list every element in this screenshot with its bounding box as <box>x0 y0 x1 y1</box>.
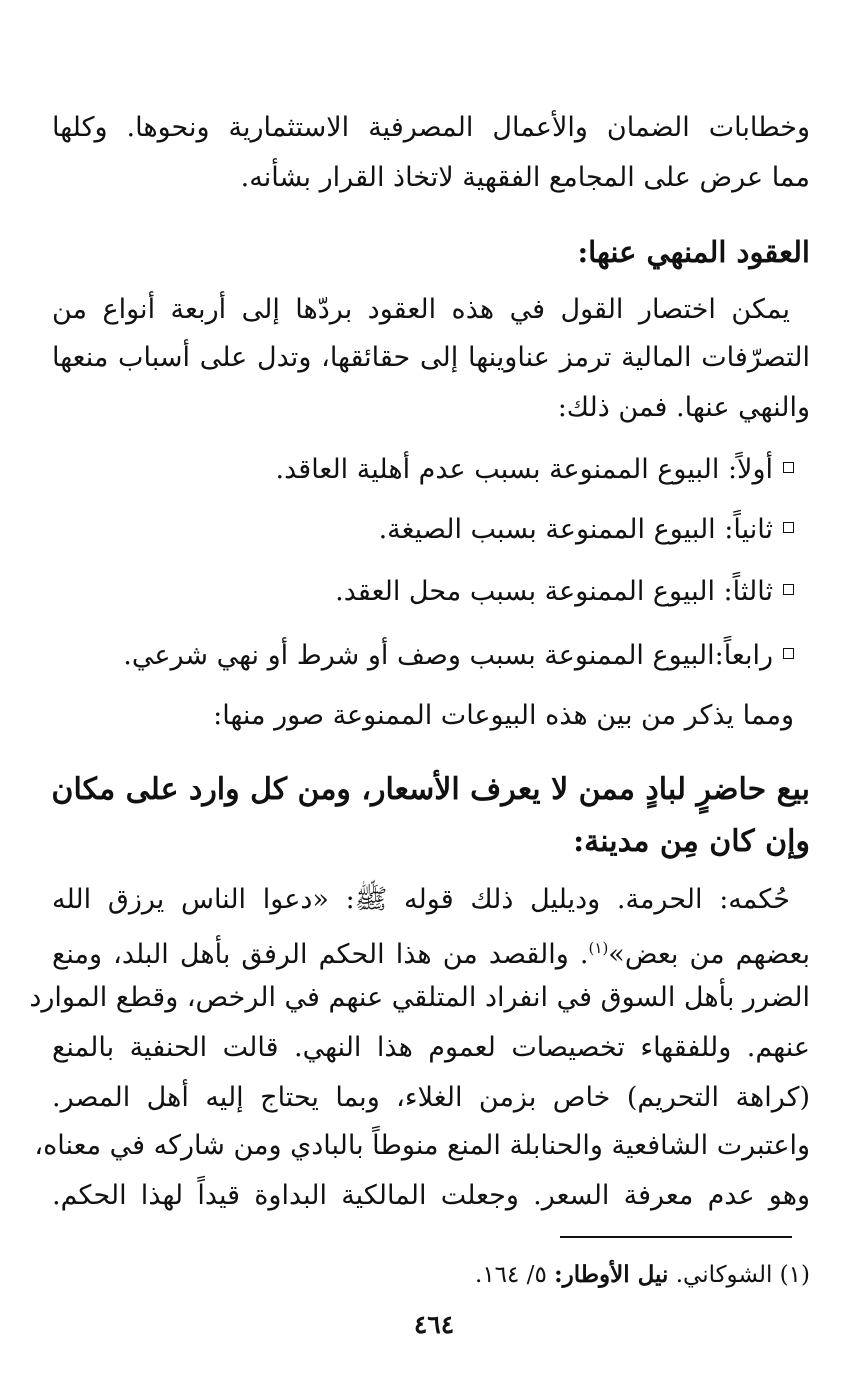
body-line-2-start: بعضهم من بعض» <box>608 939 811 970</box>
bullet-text: ثالثاً: البيوع الممنوعة بسبب محل العقد. <box>335 576 773 607</box>
square-bullet-icon <box>783 522 794 533</box>
section-line-2: التصرّفات المالية ترمز عناوينها إلى حقائقها، وتدل على أسباب منعها <box>52 342 810 373</box>
footnote <box>475 1258 810 1292</box>
body-line-6: واعتبرت الشافعية والحنابلة المنع منوطاً بالبادي ومن شاركه في معناه، <box>34 1130 810 1161</box>
intro-line-2: مما عرض على المجامع الفقهية لاتخاذ القرار بشأنه. <box>240 162 810 193</box>
footnote-book-title: نيل الأوطار: <box>554 1261 669 1288</box>
subheading-line-2: وإن كان مِن مدينة: <box>573 824 810 859</box>
intro-line-1: وخطابات الضمان والأعمال المصرفية الاستثمارية ونحوها. وكلها <box>52 112 810 143</box>
footnote-marker: (١) الشوكاني. <box>675 1262 810 1288</box>
section-heading: العقود المنهي عنها: <box>577 235 810 269</box>
footnote-reference-pages: ٥/ ١٦٤. <box>475 1262 547 1288</box>
body-line-2 <box>52 930 810 973</box>
bullet-item-4 <box>123 638 794 674</box>
section-line-1: يمكن اختصار القول في هذه العقود بردّها إلى أربعة أنواع من <box>52 294 790 325</box>
bullet-item-2 <box>379 512 794 548</box>
body-line-7: وهو عدم معرفة السعر. وجعلت المالكية البداوة قيداً لهذا الحكم. <box>52 1180 810 1211</box>
section-line-3: والنهي عنها. فمن ذلك: <box>557 392 810 423</box>
footnote-separator <box>560 1236 792 1238</box>
body-line-1: حُكمه: الحرمة. وديليل ذلك قوله ﷺ: «دعوا الناس يرزق الله <box>52 884 790 915</box>
bullets-followup: ومما يذكر من بين هذه البيوعات الممنوعة صور منها: <box>213 700 794 731</box>
subheading-line-1: بيع حاضرٍ لبادٍ ممن لا يعرف الأسعار، ومن كل وارد على مكان <box>51 772 810 807</box>
body-line-3: الضرر بأهل السوق في انفراد المتلقي عنهم في الرخص، وقطع الموارد <box>29 982 810 1013</box>
bullet-text: رابعاً:البيوع الممنوعة بسبب وصف أو شرط أو نهي شرعي. <box>123 640 773 671</box>
bullet-item-3 <box>335 574 794 610</box>
footnote-reference: (١) <box>588 939 609 957</box>
bullet-text: أولاً: البيوع الممنوعة بسبب عدم أهلية العاقد. <box>275 454 773 485</box>
body-line-5: (كراهة التحريم) خاص بزمن الغلاء، وبما يحتاج إليه أهل المصر. <box>52 1082 810 1113</box>
page-number: ٤٦٤ <box>413 1310 455 1339</box>
square-bullet-icon <box>783 462 794 473</box>
bullet-text: ثانياً: البيوع الممنوعة بسبب الصيغة. <box>378 514 773 545</box>
body-line-2-end: . والقصد من هذا الحكم الرفق بأهل البلد، ومنع <box>52 939 589 970</box>
body-line-4: عنهم. وللفقهاء تخصيصات لعموم هذا النهي. قالت الحنفية بالمنع <box>52 1032 810 1063</box>
square-bullet-icon <box>783 648 794 659</box>
square-bullet-icon <box>783 584 794 595</box>
bullet-item-1 <box>276 452 794 488</box>
